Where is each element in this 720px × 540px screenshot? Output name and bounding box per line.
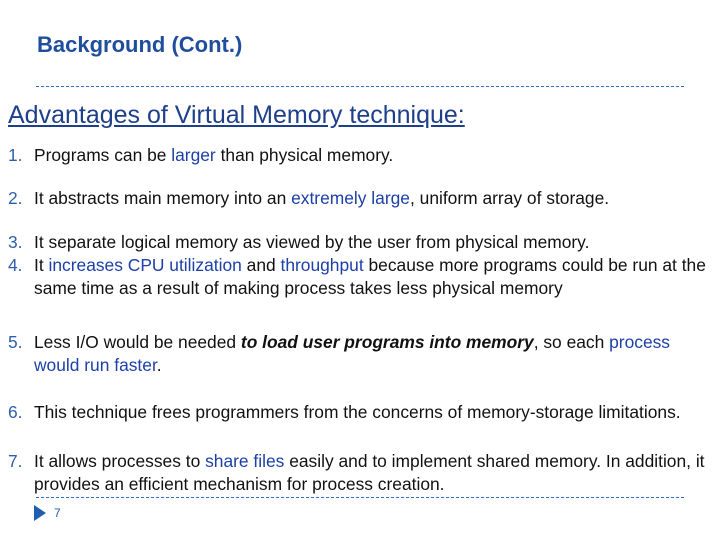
highlight-text: throughput <box>280 255 364 275</box>
bottom-dashed-divider <box>36 497 684 498</box>
list-item-7 <box>8 450 708 495</box>
section-heading: Advantages of Virtual Memory technique: <box>8 101 465 129</box>
highlight-text: process would run faster <box>34 332 671 375</box>
item-number: 4. <box>8 255 23 275</box>
item-number: 2. <box>8 188 23 208</box>
highlight-text: increases CPU utilization <box>48 255 242 275</box>
highlight-text: extremely large <box>291 188 410 208</box>
top-dashed-divider <box>36 86 684 87</box>
list-item-3 <box>8 231 708 254</box>
emphasis-text: to load user programs into memory <box>240 332 534 352</box>
item-text: It abstracts main memory into an extremely large, uniform array of storage. <box>34 188 610 208</box>
highlight-text: larger <box>171 145 216 165</box>
slide-title: Background (Cont.) <box>37 32 243 57</box>
list-item-6 <box>8 401 708 424</box>
highlight-text: share files <box>205 451 285 471</box>
item-number: 6. <box>8 402 23 422</box>
item-text: Less I/O would be needed to load user programs into memory, so each process would run faster. <box>34 332 671 375</box>
triangle-bullet-icon <box>34 505 46 521</box>
item-number: 5. <box>8 332 23 352</box>
list-item-1 <box>8 144 708 167</box>
list-item-4 <box>8 254 708 299</box>
item-text: It allows processes to share files easily and to implement shared memory. In addition, it provides an efficient mechanism for process creation. <box>34 451 705 494</box>
slide-footer <box>34 505 61 521</box>
item-text: This technique frees programmers from the concerns of memory-storage limitations. <box>34 402 681 422</box>
page-number: 7 <box>54 506 61 520</box>
item-text: Programs can be larger than physical memory. <box>34 145 394 165</box>
list-item-2 <box>8 187 708 210</box>
item-text: It separate logical memory as viewed by the user from physical memory. <box>34 232 590 252</box>
list-item-5 <box>8 331 708 376</box>
item-number: 3. <box>8 232 23 252</box>
item-number: 7. <box>8 451 23 471</box>
item-number: 1. <box>8 145 23 165</box>
item-text: It increases CPU utilization and throughput because more programs could be run at the same time as a result of making process takes less physical memory <box>34 255 706 298</box>
